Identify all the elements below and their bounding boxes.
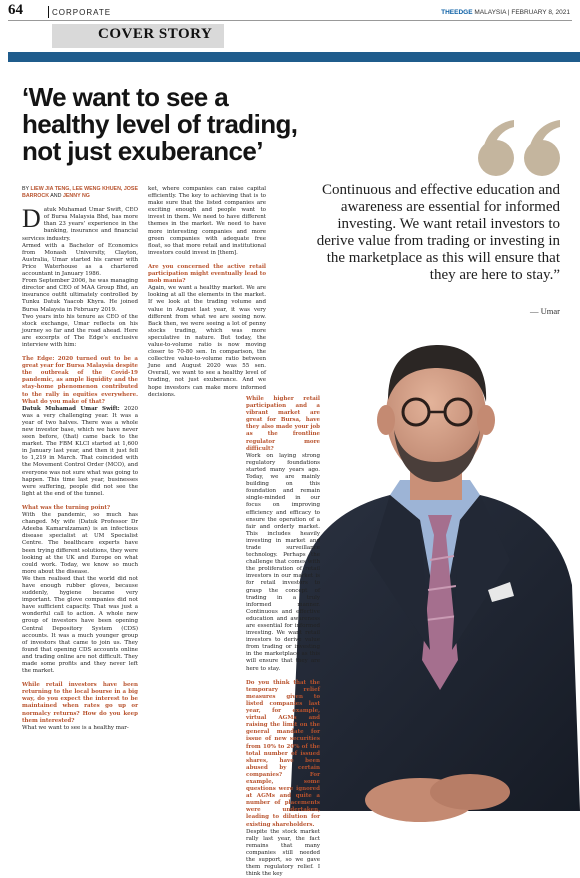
masthead (441, 9, 570, 16)
paragraph: Armed with a Bachelor of Economics from Monash University, Clayton, Australia, Umar started his career with Price Waterhouse as a chartered accountant in January 1986. (22, 242, 138, 278)
quote-mark-icon (476, 118, 564, 178)
paragraph: From September 2006, he was managing director and CEO of MAA Group Bhd, an insurance outfit ultimately controlled by Tunku Datuk Yaacob Khyra. He joined Bursa Malaysia in February 2019. (22, 278, 138, 313)
interview-question: While retail investors have been returning to the local bourse in a big way, do you expect the interest to be maintained when rates go up or normalcy returns? How do you keep them interested? (22, 682, 138, 724)
interview-question: The Edge: 2020 turned out to be a great year for Bursa Malaysia despite the outbreak of the Covid-19 pandemic, as ample liquidity and the stay-home phenomenon contributed to the rally in equities everywhere. What do you make of that? (22, 356, 138, 405)
interview-answer (22, 406, 138, 498)
interview-answer: We then realised that the world did not have enough rubber gloves, because suddenly, hygiene became very important. The glove companies did not have sufficient capacity. That was just a wonderful call to action. A whole new group of investors have been opening Central Depository System (CDS) accounts. It was a much younger group of investors that came to join us. They found that opening CDS accounts online and trading online are not difficult. They made some profits and they never left the market. (22, 575, 138, 675)
header-rule (8, 20, 572, 21)
header-divider (48, 6, 49, 18)
byline-last-author: JENNY NG (62, 193, 90, 200)
article-column-3 (246, 396, 320, 878)
masthead-brand: THEEDGE (441, 9, 473, 16)
drop-cap: D (22, 204, 41, 234)
accent-bar (8, 52, 580, 62)
interview-answer: Again, we want a healthy market. We are looking at all the elements in the market. If we look at the trading volume and value in August last year, it was very different from what we are seeing now. Back then, we were seeing a lot of penny stocks trading, which was more speculative in nature. But today, the value-to-volume ratio is now moving closer to 70-80 sen. In comparison, the collective value-to-volume ratio between June and August 2020 was 55 sen. Overall, we want to see a healthy level of trading, not just exuberance. And we hope investors can make more informed decisions. (148, 285, 266, 398)
byline-authors: LIEW JIA TENG, LEE WENG KHUEN, JOSE BARROCK (22, 186, 138, 200)
answer-text: 2020 was a very challenging year. It was a year of two halves. There was a whole new investor base, which we have never seen before, (that) came back to the market. The FBM KLCI started at 1,600 in January last year, and then it just fell to 1,219 in March. That coincided with the Movement Control Order (MCO), and everyone was not sure what was going to happen. This time last year, businesses were suffering, people did not see the light at the end of the tunnel. (22, 405, 138, 497)
section-label: CORPORATE (52, 8, 112, 17)
quote-attribution: — Umar (530, 306, 560, 316)
interview-question: Are you concerned the active retail participation might eventually lead to mob mania? (148, 263, 266, 285)
speaker-name: Datuk Muhamad Umar Swift: (22, 405, 120, 412)
interview-question: What was the turning point? (22, 504, 111, 511)
byline-prefix: BY (22, 186, 29, 192)
page-number: 64 (8, 2, 23, 18)
paragraph: Two years into his tenure as CEO of the stock exchange, Umar reflects on his journey so far and the road ahead. Here are excerpts of The Edge’s exclusive interview with him: (22, 313, 138, 348)
intro-paragraph (22, 204, 138, 242)
interview-answer: Despite the stock market rally last year, the fact remains that many companies still needed the support, so we gave them regulatory relief. I think the key (246, 828, 320, 878)
interview-answer: Work on laying strong regulatory foundations started many years ago. Today, we are mainly building on this foundation and remain single-minded in our focus on improving efficiency and efficacy to ensure the operation of a fair and orderly market. This includes heavily investing in market and trade surveillance technology. Perhaps the challenge that comes with the proliferation of retail investors in our market is for retail investors to grasp the concept of trading in a truly informed manner. Continuous and effective education and awareness are essential for informed investing. We want retail investors to derive value from trading or investing in the marketplace as this will ensure that they are here to stay. (246, 452, 320, 672)
pull-quote: Continuous and effective education and awareness are essential for informed investing. We want retail investors to derive value from trading or investing in the marketplace as this will ensure that they are here to stay.” (316, 182, 560, 283)
interview-question: Do you think that the temporary relief measures given to listed companies last year, for example, virtual AGMs and raising the limit on the general mandate for issue of new securities from 10% to 20% of the total number of issued shares, have been abused by certain companies? For example, some questions were ignored at AGMs and quite a number of placements were undertaken, leading to dilution for existing shareholders. (246, 679, 320, 828)
interview-question: While higher retail participation and a vibrant market are great for Bursa, have they also made your job as the frontline regulator more difficult? (246, 396, 320, 452)
interview-answer: With the pandemic, so much has changed. My wife (Datuk Professor Dr Adeeba Kamarulzaman) is an infectious disease specialist at UM Specialist Centre. The healthcare experts have been trying different solutions, they were looking at the UK and Europe on what could work. Today, we know so much more about the disease. (22, 512, 138, 575)
interview-answer: What we want to see is a healthy mar- (22, 724, 129, 731)
article-column-2 (148, 186, 266, 399)
headline: ‘We want to see a healthy level of trading, not just exuberance’ (22, 82, 298, 166)
article-column-1 (22, 186, 138, 732)
byline (22, 186, 138, 200)
paragraph: ket, where companies can raise capital efficiently. The key to achieving that is to make sure that the listed companies are exciting enough and people want to invest in them. We need to have different themes in the market. We need to have more interesting companies and more green companies with adequate free float, so that more retail and institutional investors could invest in [them]. (148, 186, 266, 256)
paragraph-text: atuk Muhamad Umar Swift, CEO of Bursa Malaysia Bhd, has more than 23 years’ experience in the banking, insurance and financial services industry. (22, 207, 138, 242)
masthead-edition: MALAYSIA | FEBRUARY 8, 2021 (474, 9, 570, 16)
byline-and: AND (50, 193, 62, 200)
cover-story-label: COVER STORY (98, 26, 213, 42)
